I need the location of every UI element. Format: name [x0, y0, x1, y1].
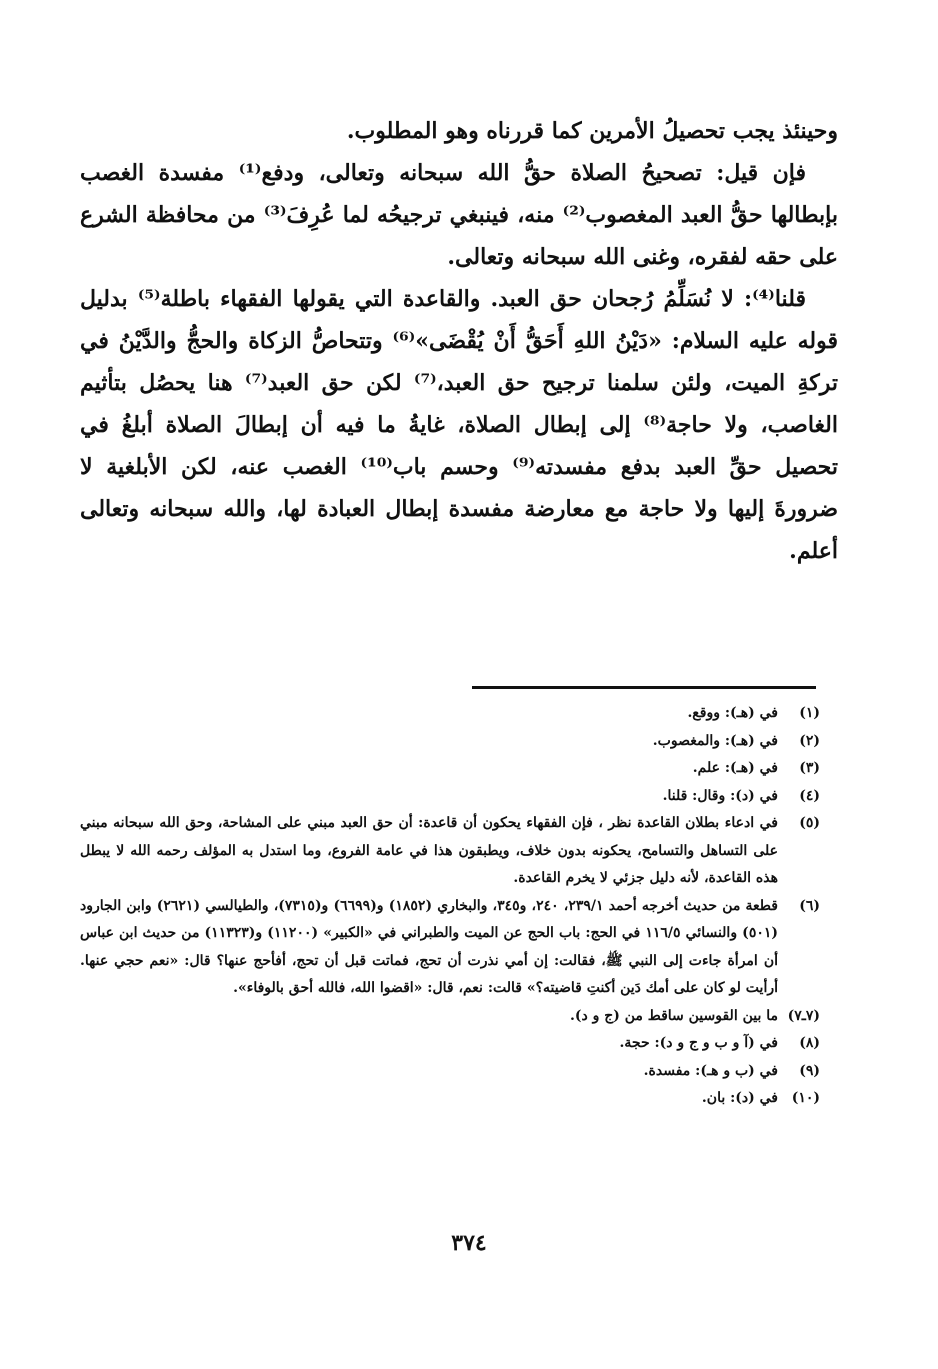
footnote-number: (٤) — [799, 787, 820, 804]
footnote-item — [80, 1058, 820, 1086]
footnote-number: (٩) — [799, 1062, 820, 1079]
footnote-item — [80, 810, 820, 893]
paragraph: قلنا⁽⁴⁾: لا نُسَلِّمُ رُجحان حق العبد. والقاعدة التي يقولها الفقهاء باطلة⁽⁵⁾ بدليل قوله عليه السلام: «دَيْنُ اللهِ أَحَقُّ أَنْ يُقْضَى»⁽⁶⁾ وتتحاصُّ الزكاة والحجُّ والدَّيْنُ في تركةِ الميت، ولئن سلمنا ترجيح حق العبد،⁽⁷⁾ لكن حق العبد⁽⁷⁾ هنا يحصُل بتأثيم الغاصب، ولا حاجة⁽⁸⁾ إلى إبطال الصلاة، غايةُ ما فيه أن إبطالَ الصلاة أبلغُ في تحصيل حقِّ العبد بدفع مفسدته⁽⁹⁾ وحسم باب⁽¹⁰⁾ الغصب عنه، لكن الأبلغية لا ضرورةَ إليها ولا حاجة مع معارضة مفسدة إبطال العبادة لها، والله سبحانه وتعالى أعلم. — [80, 286, 839, 564]
main-text — [80, 110, 838, 572]
footnote-number: (٧ـ٧) — [787, 1007, 820, 1024]
footnote-number: (١) — [799, 705, 820, 721]
footnote-item — [80, 1030, 820, 1058]
footnote-text: في (هـ): علم. — [692, 760, 778, 776]
footnote-text: في ادعاء بطلان القاعدة نظر ، فإن الفقهاء يحكون أن قاعدة: أن حق العبد مبني على المشاحة، وحق الله سبحانه مبني على التساهل والتسامح، يحكونه بدون خلاف، ويطبقون هذا في عامة الفروع، وما استدل به المؤلف رحمه الله لا يبطل هذه القاعدة، لأنه دليل جزئي لا يخرم القاعدة. — [80, 815, 778, 886]
footnotes — [80, 700, 820, 1113]
footnote-text: في (هـ): والمغصوب. — [652, 732, 778, 749]
footnote-text: في (هـ): ووقع. — [687, 705, 778, 721]
footnote-text: قطعة من حديث أخرجه أحمد ٢٣٩/١، ٢٤٠، و٣٤٥، والبخاري (١٨٥٢) و(٦٦٩٩) و(٧٣١٥)، والطيالسي (٢٦٢١) وابن الجارود (٥٠١) والنسائي ١١٦/٥ في الحج: باب الحج عن الميت والطبراني في «الكبير» (١١٢٠٠) و(١١٣٢٣) من حديث ابن عباس أن امرأة جاءت إلى النبي ﷺ، فقالت: إن أمي نذرت أن تحج، فماتت قبل أن تحج، أفأحج عنها؟ قال: «نعم حجي عنها. أرأيت لو كان على أمك دَين أكنتِ قاضيته؟» قالت: نعم، قال: «اقضوا الله، فالله أحق بالوفاء». — [80, 897, 778, 996]
footnote-item — [80, 1085, 820, 1113]
footnote-item — [80, 1003, 820, 1031]
footnote-number: (٢) — [799, 732, 820, 749]
footnote-number: (٦) — [799, 897, 820, 914]
footnote-number: (٥) — [799, 815, 820, 831]
footnote-number: (٣) — [799, 760, 820, 776]
footnote-text: في (آ و ب و ج و د): حجة. — [619, 1035, 778, 1051]
footnote-text: في (د): وقال: قلنا. — [662, 787, 778, 804]
footnote-number: (٨) — [799, 1035, 820, 1051]
paragraph: فإن قيل: تصحيحُ الصلاة حقُّ الله سبحانه وتعالى، ودفع⁽¹⁾ مفسدة الغصب بإبطالها حقُّ العبد المغصوب⁽²⁾ منه، فينبغي ترجيحُه لما عُرِفَ⁽³⁾ من محافظة الشرع على حقه لفقره، وغنى الله سبحانه وتعالى. — [80, 160, 839, 270]
footnote-item — [80, 755, 820, 783]
footnote-text: في (د): بان. — [701, 1090, 778, 1106]
footnote-item — [80, 728, 820, 756]
footnote-text: ما بين القوسين ساقط من (ج و د). — [569, 1007, 778, 1024]
footnote-separator — [472, 686, 816, 689]
footnote-item — [80, 783, 820, 811]
page-number: ٣٧٤ — [451, 1230, 487, 1256]
footnote-number: (١٠) — [791, 1090, 820, 1106]
footnote-item — [80, 700, 820, 728]
footnote-item — [80, 893, 820, 1003]
footnote-text: في (ب و هـ): مفسدة. — [643, 1062, 778, 1079]
paragraph: وحينئذ يجب تحصيلُ الأمرين كما قررناه وهو المطلوب. — [346, 118, 838, 144]
